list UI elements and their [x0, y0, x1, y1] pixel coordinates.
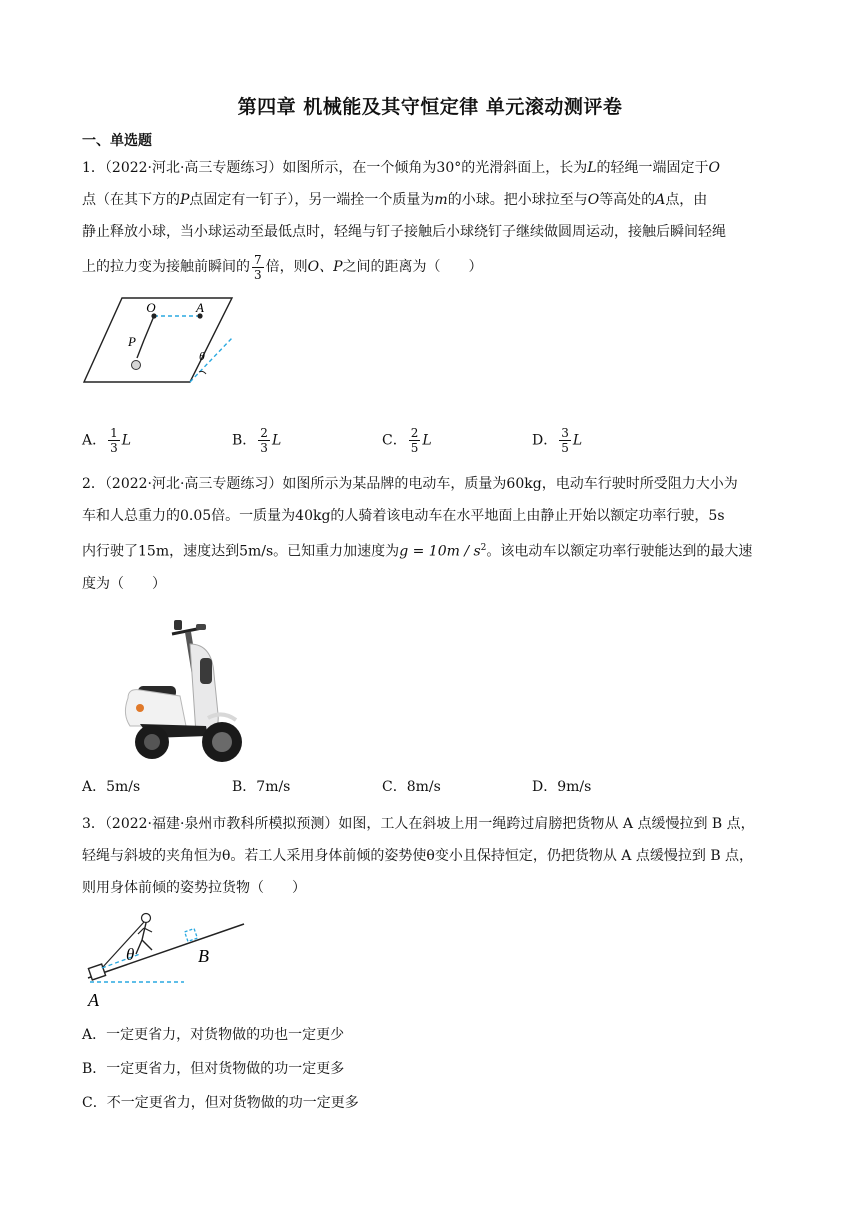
question-2-options — [82, 776, 782, 798]
incline-figure — [82, 296, 242, 388]
question-1-options — [82, 426, 782, 462]
slope-worker-figure — [82, 912, 252, 1012]
label-P: P — [128, 334, 136, 349]
question-2-text: 2．（2022·河北·高三专题练习）如图所示为某品牌的电动车，质量为60kg，电动车行驶时所受阻力大小为 车和人总重力的0.05倍。一质量为40kg的人骑着该电动车在水平地面上由静止开始以额定功率行驶，5s 内行驶了15m，速度达到5m/s。已知重力加速度为$g = 10m / s^2$。该电动车以额定功率行驶能达到的最大速 度为（ ） — [82, 476, 753, 592]
label-A: A — [88, 990, 99, 1010]
option-a[interactable]: A． $\frac{1}{3}$ L — [82, 426, 132, 455]
option-c[interactable]: C．不一定更省力，但对货物做的功一定更多 — [82, 1095, 359, 1111]
label-O: O — [146, 300, 156, 315]
option-c[interactable]: C．8m/s — [382, 779, 441, 795]
label-B: B — [198, 946, 209, 966]
page-title: 第四章 机械能及其守恒定律 单元滚动测评卷 — [237, 96, 623, 118]
option-b[interactable]: B． $\frac{2}{3}$ L — [232, 426, 282, 455]
label-theta: θ — [199, 349, 205, 363]
label-theta: θ — [126, 945, 135, 964]
scooter-image — [110, 614, 256, 770]
option-c[interactable]: C． $\frac{2}{5}$ L — [382, 426, 432, 455]
option-b[interactable]: B．一定更省力，但对货物做的功一定更多 — [82, 1061, 345, 1077]
option-d[interactable]: D．9m/s — [532, 779, 592, 795]
question-3-text: 3．（2022·福建·泉州市教科所模拟预测）如图，工人在斜坡上用一绳跨过肩膀把货物从 A 点缓慢拉到 B 点， 轻绳与斜坡的夹角恒为θ。若工人采用身体前倾的姿势使θ变小且保持恒定，仍把货物从 A 点缓慢拉到 B 点， 则用身体前倾的姿势拉货物（ ） — [82, 816, 755, 896]
question-1-text: 1．（2022·河北·高三专题练习）如图所示，在一个倾角为30°的光滑斜面上，长为L的轻绳一端固定于O 点（在其下方的P点固定有一钉子），另一端拴一个质量为m的小球。把小球拉至与O等高处的A点，由 静止释放小球，当小球运动至最低点时，轻绳与钉子接触后小球绕钉子继续做圆周运动，接触后瞬间轻绳 上的拉力变为接触前瞬间的 $\frac{7}{3}$ 倍，则O、P之间的距离为（ ） — [82, 160, 726, 282]
fraction-7-3: $\frac{7}{3}$ — [254, 252, 262, 282]
option-a[interactable]: A．一定更省力，对货物做的功也一定更少 — [82, 1027, 345, 1043]
option-b[interactable]: B．7m/s — [232, 779, 291, 795]
label-A: A — [196, 300, 204, 315]
option-a[interactable]: A．5m/s — [82, 779, 141, 795]
section-heading: 一、单选题 — [82, 133, 152, 149]
option-d[interactable]: D． $\frac{3}{5}$ L — [532, 426, 583, 455]
